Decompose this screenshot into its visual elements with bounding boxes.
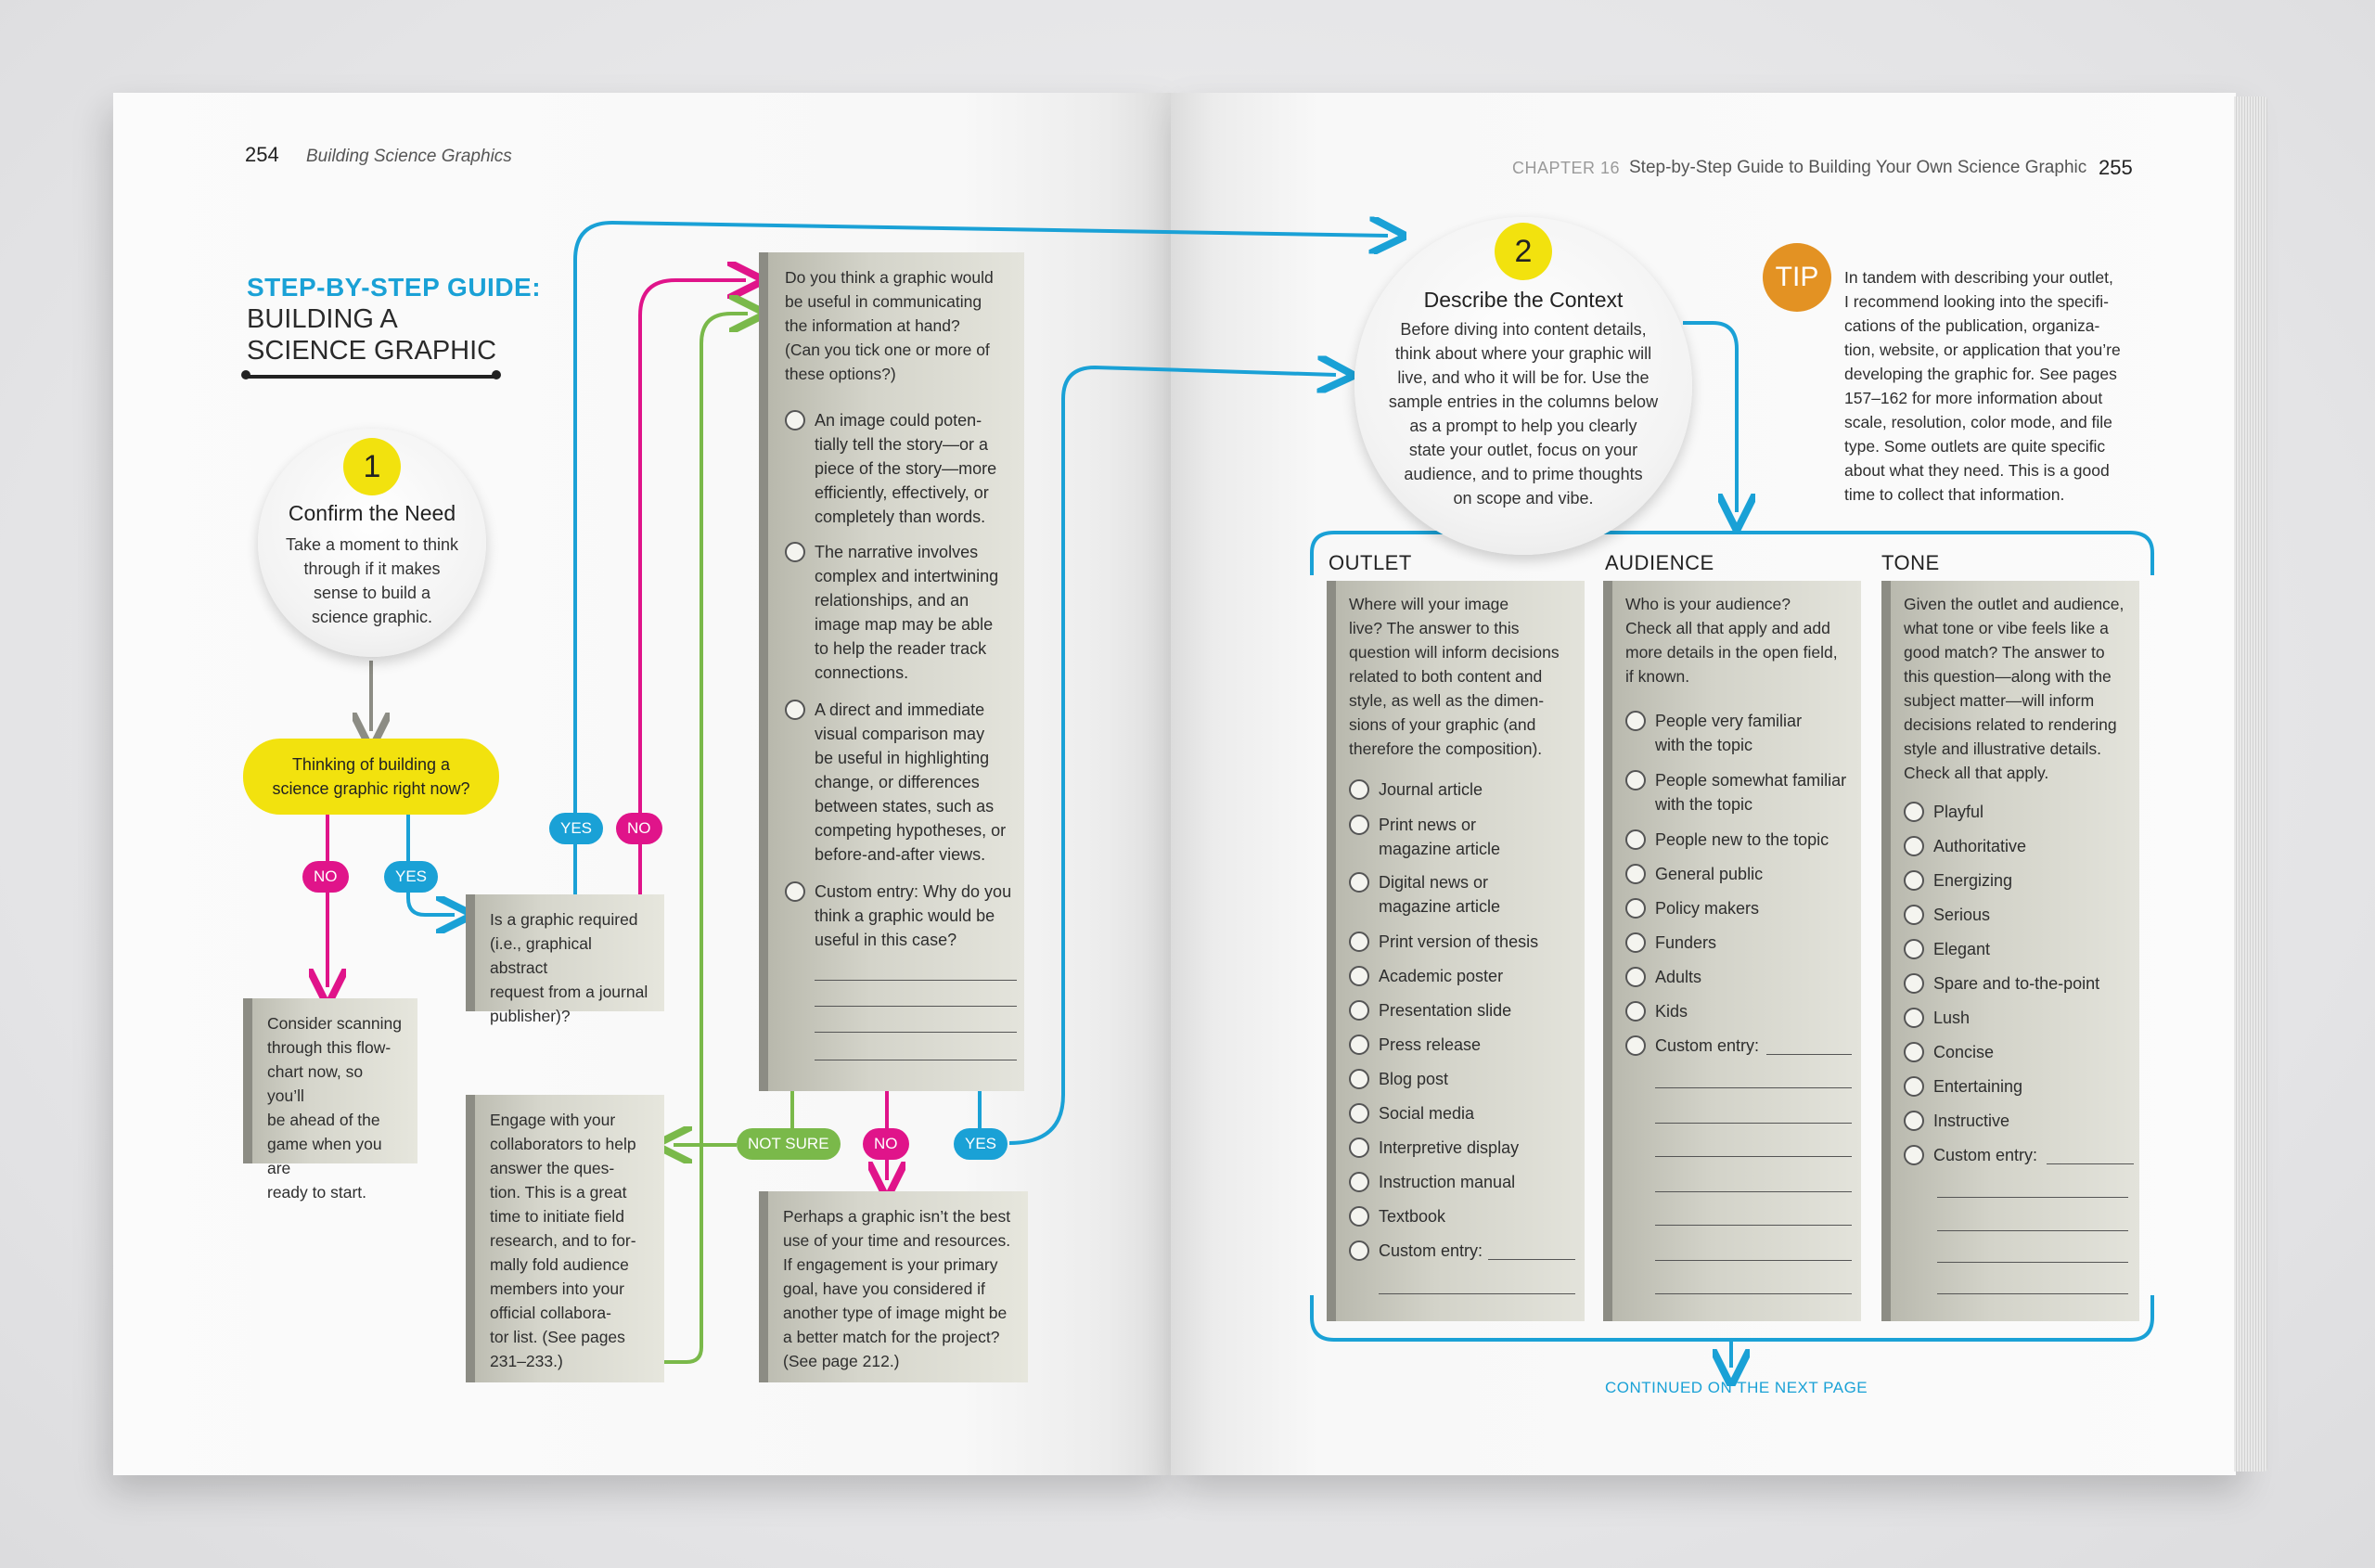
write-in-line[interactable] [815, 1006, 1017, 1007]
option-line: General public [1655, 865, 1764, 883]
radio-button[interactable] [1904, 905, 1924, 925]
step2-text-line: Before diving into content details, [1400, 320, 1647, 339]
perhaps-line: If engagement is your primary [783, 1255, 998, 1274]
option-line: useful in this case? [815, 931, 957, 949]
scan-line: game when you are [267, 1135, 382, 1177]
useful-question-line: (Can you tick one or more of [785, 341, 990, 359]
write-in-line[interactable] [1766, 1054, 1852, 1055]
outlet-option[interactable] [1349, 930, 1581, 954]
outlet-option[interactable] [1349, 964, 1581, 988]
tip-line: cations of the publication, organiza- [1844, 316, 2100, 335]
radio-button[interactable] [1349, 966, 1369, 986]
write-in-line[interactable] [1655, 1260, 1852, 1261]
label-no-required: NO [616, 813, 662, 844]
perhaps-box [759, 1191, 1028, 1382]
step1-text [258, 533, 486, 629]
audience-intro-line: if known. [1625, 667, 1690, 686]
outlet-intro [1349, 592, 1581, 761]
radio-button[interactable] [785, 700, 805, 720]
radio-button[interactable] [1904, 870, 1924, 891]
tone-intro-line: style and illustrative details. [1904, 739, 2102, 758]
tip-line: developing the graphic for. See pages [1844, 365, 2117, 383]
step2-text-line: think about where your graphic will [1394, 344, 1652, 363]
option-line: Custom entry: Why do you [815, 882, 1012, 901]
radio-button[interactable] [785, 542, 805, 562]
engage-line: time to initiate field [490, 1207, 624, 1226]
step1-number: 1 [343, 438, 401, 495]
perhaps-line: goal, have you considered if [783, 1279, 985, 1298]
tip-line: time to collect that information. [1844, 485, 2065, 504]
outlet-intro-line: style, as well as the dimen- [1349, 691, 1545, 710]
step2-text-line: as a prompt to help you clearly [1409, 417, 1637, 435]
outlet-intro-line: sions of your graphic (and [1349, 715, 1536, 734]
option-line: with the topic [1655, 736, 1753, 754]
label-no-decision: NO [302, 861, 349, 893]
guide-title-rule [245, 375, 499, 379]
option-line: Textbook [1379, 1207, 1446, 1226]
useful-option-2[interactable] [785, 540, 1017, 685]
engage-line: tor list. (See pages [490, 1328, 625, 1346]
radio-button[interactable] [1349, 1240, 1369, 1261]
option-line: image map may be able [815, 615, 994, 634]
outlet-option[interactable] [1349, 1101, 1581, 1125]
radio-button[interactable] [1904, 939, 1924, 959]
outlet-option[interactable] [1349, 998, 1581, 1022]
radio-button[interactable] [1349, 779, 1369, 800]
outlet-heading: OUTLET [1329, 551, 1412, 574]
continued-next-page: CONTINUED ON THE NEXT PAGE [1605, 1379, 1868, 1396]
tone-intro-line: what tone or vibe feels like a [1904, 619, 2109, 637]
guide-title-line1: BUILDING A [247, 304, 398, 334]
step1-text-line: through if it makes [303, 559, 441, 578]
option-line: Digital news or [1379, 873, 1489, 892]
outlet-option[interactable] [1349, 1170, 1581, 1194]
tone-option[interactable] [1904, 868, 2136, 893]
option-line: be useful in highlighting [815, 749, 990, 767]
tip-badge: TIP [1763, 243, 1831, 312]
step2-circle [1354, 217, 1692, 555]
radio-button[interactable] [1625, 967, 1646, 987]
radio-button[interactable] [1349, 1206, 1369, 1227]
audience-option[interactable] [1625, 828, 1857, 852]
radio-button[interactable] [1904, 1008, 1924, 1028]
option-line: Elegant [1933, 940, 1991, 958]
left-page-number: 254 [245, 143, 279, 166]
audience-option[interactable] [1625, 965, 1857, 989]
tone-option[interactable] [1904, 1109, 2136, 1133]
write-in-line[interactable] [1937, 1262, 2128, 1263]
radio-button[interactable] [1349, 1000, 1369, 1021]
decision-line: Thinking of building a [291, 755, 451, 774]
option-line: magazine article [1379, 840, 1501, 858]
radio-button[interactable] [1625, 770, 1646, 790]
tip-line: 157–162 for more information about [1844, 389, 2103, 407]
option-line: Authoritative [1933, 837, 2027, 855]
step2-text-line: audience, and to prime thoughts [1404, 465, 1643, 483]
perhaps-line: (See page 212.) [783, 1352, 900, 1370]
option-line: Print news or [1379, 816, 1477, 834]
scan-line: chart now, so you’ll [267, 1062, 364, 1105]
guide-title-line2: SCIENCE GRAPHIC [247, 336, 497, 366]
option-line: Custom entry: [1933, 1146, 2038, 1164]
radio-button[interactable] [1904, 1145, 1924, 1165]
guide-caption: STEP-BY-STEP GUIDE: [247, 273, 542, 302]
engage-line: tion. This is a great [490, 1183, 627, 1202]
step1-text-line: science graphic. [311, 608, 433, 626]
step2-title: Describe the Context [1423, 288, 1624, 312]
outlet-intro-line: therefore the composition). [1349, 739, 1543, 758]
option-line: relationships, and an [815, 591, 969, 610]
required-line: publisher)? [490, 1007, 571, 1025]
audience-option[interactable] [1625, 931, 1857, 955]
step1-text-line: Take a moment to think [285, 535, 459, 554]
outlet-option[interactable] [1349, 1033, 1581, 1057]
decision-pill [243, 739, 499, 815]
option-line: Energizing [1933, 871, 2013, 890]
engage-box [466, 1095, 664, 1382]
radio-button[interactable] [1349, 1035, 1369, 1055]
scan-line: Consider scanning [267, 1014, 402, 1033]
chapter-title: Step-by-Step Guide to Building Your Own Science Graphic [1629, 158, 2087, 177]
option-line: Custom entry: [1655, 1036, 1760, 1055]
tip-line: type. Some outlets are quite specific [1844, 437, 2106, 456]
audience-option[interactable] [1625, 999, 1857, 1023]
option-line: with the topic [1655, 795, 1753, 814]
write-in-line[interactable] [815, 980, 1017, 981]
radio-button[interactable] [1904, 1111, 1924, 1131]
option-line: complex and intertwining [815, 567, 999, 585]
write-in-line[interactable] [1488, 1259, 1575, 1260]
audience-intro-line: Who is your audience? [1625, 595, 1791, 613]
option-line: Lush [1933, 1009, 1971, 1027]
scan-line: be ahead of the [267, 1111, 380, 1129]
radio-button[interactable] [1349, 872, 1369, 893]
radio-button[interactable] [1904, 1076, 1924, 1097]
outlet-option[interactable] [1349, 870, 1581, 919]
perhaps-line: a better match for the project? [783, 1328, 1000, 1346]
radio-button[interactable] [1349, 1103, 1369, 1124]
option-line: People somewhat familiar [1655, 771, 1847, 790]
option-line: piece of the story—more [815, 459, 997, 478]
option-line: Instructive [1933, 1112, 2010, 1130]
audience-intro-line: Check all that apply and add [1625, 619, 1830, 637]
outlet-option[interactable] [1349, 1204, 1581, 1228]
option-line: connections. [815, 663, 909, 682]
guide-rule-dot-left [241, 370, 250, 379]
step2-text-line: state your outlet, focus on your [1408, 441, 1638, 459]
option-line: People new to the topic [1655, 830, 1829, 849]
tone-option[interactable] [1904, 1074, 2136, 1099]
useful-option-3[interactable] [785, 698, 1017, 867]
option-line: An image could poten- [815, 411, 982, 430]
option-line: tially tell the story—or a [815, 435, 989, 454]
write-in-line[interactable] [1937, 1230, 2128, 1231]
option-line: to help the reader track [815, 639, 987, 658]
option-line: Interpretive display [1379, 1138, 1520, 1157]
option-line: Adults [1655, 968, 1702, 986]
option-line: The narrative involves [815, 543, 979, 561]
chapter-label: CHAPTER 16 [1512, 159, 1621, 177]
option-line: Instruction manual [1379, 1173, 1516, 1191]
write-in-line[interactable] [1655, 1123, 1852, 1124]
useful-question [783, 265, 1009, 386]
option-line: Presentation slide [1379, 1001, 1512, 1020]
option-line: completely than words. [815, 508, 986, 526]
engage-line: Engage with your [490, 1111, 616, 1129]
radio-button[interactable] [1625, 864, 1646, 884]
option-line: Funders [1655, 933, 1717, 952]
step2-text-line: sample entries in the columns below [1388, 392, 1659, 411]
radio-button[interactable] [1904, 836, 1924, 856]
step1-text-line: sense to build a [313, 584, 431, 602]
option-line: Social media [1379, 1104, 1475, 1123]
radio-button[interactable] [1349, 1069, 1369, 1089]
scan-line: through this flow- [267, 1038, 392, 1057]
write-in-line[interactable] [1655, 1156, 1852, 1157]
tone-intro-line: subject matter—will inform [1904, 691, 2095, 710]
option-line: change, or differences [815, 773, 980, 791]
engage-line: members into your [490, 1279, 624, 1298]
option-line: Serious [1933, 906, 1991, 924]
useful-question-line: Do you think a graphic would [785, 268, 994, 287]
step2-text-line: live, and who it will be for. Use the [1397, 368, 1650, 387]
outlet-intro-line: question will inform decisions [1349, 643, 1560, 662]
write-in-line[interactable] [1655, 1191, 1852, 1192]
audience-option[interactable] [1625, 896, 1857, 920]
outlet-intro-line: live? The answer to this [1349, 619, 1520, 637]
tone-option[interactable] [1904, 903, 2136, 927]
write-in-line[interactable] [2047, 1163, 2134, 1164]
tone-intro-line: good match? The answer to [1904, 643, 2105, 662]
tip-line: about what they need. This is a good [1844, 461, 2110, 480]
tip-line: scale, resolution, color mode, and file [1844, 413, 2112, 431]
tone-intro [1904, 592, 2138, 785]
write-in-line[interactable] [1655, 1087, 1852, 1088]
label-no-useful: NO [863, 1128, 909, 1160]
outlet-intro-line: Where will your image [1349, 595, 1509, 613]
write-in-line[interactable] [1655, 1293, 1852, 1294]
outlet-option[interactable] [1349, 778, 1581, 802]
label-yes-decision: YES [384, 861, 438, 893]
audience-option[interactable] [1625, 709, 1857, 757]
scan-box [243, 998, 417, 1202]
tone-option[interactable] [1904, 1040, 2136, 1064]
tone-intro-line: decisions related to rendering [1904, 715, 2117, 734]
useful-option-1[interactable] [785, 408, 1017, 529]
audience-option[interactable] [1625, 862, 1857, 886]
step2-text-line: on scope and vibe. [1453, 489, 1594, 508]
radio-button[interactable] [1625, 1001, 1646, 1022]
option-line: A direct and immediate [815, 700, 985, 719]
option-line: Entertaining [1933, 1077, 2023, 1096]
option-line: Policy makers [1655, 899, 1760, 918]
tone-option[interactable] [1904, 937, 2136, 961]
outlet-option[interactable] [1349, 813, 1581, 861]
step1-circle [258, 429, 486, 657]
audience-option[interactable] [1625, 768, 1857, 816]
label-not-sure: NOT SURE [737, 1128, 841, 1160]
connector-no-useful [640, 280, 746, 898]
audience-intro-line: more details in the open field, [1625, 643, 1838, 662]
required-line: request from a journal [490, 983, 648, 1001]
guide-rule-dot-right [492, 370, 501, 379]
radio-button[interactable] [1904, 1042, 1924, 1062]
engage-line: collaborators to help [490, 1135, 636, 1153]
required-box [466, 894, 664, 1025]
outlet-intro-line: related to both content and [1349, 667, 1543, 686]
option-line: efficiently, effectively, or [815, 483, 989, 502]
step1-title: Confirm the Need [288, 501, 456, 525]
radio-button[interactable] [1349, 932, 1369, 952]
option-line: Academic poster [1379, 967, 1504, 985]
tone-intro-line: this question—along with the [1904, 667, 2112, 686]
tip-line: I recommend looking into the specifi- [1844, 292, 2109, 311]
tone-intro-line: Check all that apply. [1904, 764, 2049, 782]
perhaps-line: use of your time and resources. [783, 1231, 1011, 1250]
tone-option[interactable] [1904, 834, 2136, 858]
option-line: Playful [1933, 803, 1984, 821]
audience-heading: AUDIENCE [1605, 551, 1714, 574]
right-page-number: 255 [2099, 156, 2133, 179]
engage-line: 231–233.) [490, 1352, 563, 1370]
tip-text [1844, 265, 2160, 507]
radio-button[interactable] [1349, 815, 1369, 835]
label-yes-useful: YES [954, 1128, 1008, 1160]
audience-intro [1625, 592, 1857, 688]
tone-option[interactable] [1904, 1006, 2136, 1030]
radio-button[interactable] [1625, 898, 1646, 919]
step2-number: 2 [1495, 223, 1552, 280]
option-line: competing hypotheses, or [815, 821, 1007, 840]
write-in-line[interactable] [1379, 1293, 1575, 1294]
useful-question-line: these options?) [785, 365, 896, 383]
decision-line: science graphic right now? [272, 779, 470, 798]
connector-yes-useful-step2-route [1009, 367, 1336, 1143]
perhaps-line: another type of image might be [783, 1304, 1008, 1322]
tone-option[interactable] [1904, 971, 2136, 996]
write-in-line[interactable] [1655, 1225, 1852, 1226]
engage-line: answer the ques- [490, 1159, 615, 1177]
radio-button[interactable] [1349, 1137, 1369, 1158]
useful-question-line: be useful in communicating [785, 292, 982, 311]
option-line: think a graphic would be [815, 906, 995, 925]
option-line: Spare and to-the-point [1933, 974, 2100, 993]
tone-option[interactable] [1904, 800, 2136, 824]
radio-button[interactable] [1625, 711, 1646, 731]
label-yes-required: YES [549, 813, 603, 844]
radio-button[interactable] [1625, 829, 1646, 850]
option-line: magazine article [1379, 897, 1501, 916]
radio-button[interactable] [785, 410, 805, 431]
columns-bracket-top [1312, 533, 2152, 575]
tone-intro-line: Given the outlet and audience, [1904, 595, 2125, 613]
step2-text [1354, 317, 1692, 510]
tone-heading: TONE [1881, 551, 1940, 574]
option-line: Press release [1379, 1035, 1482, 1054]
option-line: Kids [1655, 1002, 1688, 1021]
option-line: Journal article [1379, 780, 1483, 799]
write-in-line[interactable] [1937, 1293, 2128, 1294]
write-in-line[interactable] [1937, 1197, 2128, 1198]
radio-button[interactable] [1904, 973, 1924, 994]
required-line: Is a graphic required [490, 910, 638, 929]
engage-line: research, and to for- [490, 1231, 636, 1250]
option-line: between states, such as [815, 797, 995, 816]
perhaps-line: Perhaps a graphic isn’t the best [783, 1207, 1011, 1226]
option-line: Print version of thesis [1379, 932, 1539, 951]
radio-button[interactable] [1625, 932, 1646, 953]
radio-button[interactable] [785, 881, 805, 902]
option-line: Concise [1933, 1043, 1995, 1061]
useful-option-custom[interactable] [785, 880, 1017, 952]
engage-line: mally fold audience [490, 1255, 629, 1274]
option-line: Custom entry: [1379, 1241, 1483, 1260]
scan-line: ready to start. [267, 1183, 366, 1202]
option-line: People very familiar [1655, 712, 1803, 730]
useful-question-line: the information at hand? [785, 316, 960, 335]
outlet-option[interactable] [1349, 1136, 1581, 1160]
option-line: visual comparison may [815, 725, 985, 743]
left-running-head: Building Science Graphics [306, 147, 512, 166]
outlet-option[interactable] [1349, 1067, 1581, 1091]
tip-line: tion, website, or application that you’re [1844, 341, 2121, 359]
option-line: before-and-after views. [815, 845, 986, 864]
radio-button[interactable] [1349, 1172, 1369, 1192]
write-in-line[interactable] [815, 1032, 1017, 1033]
radio-button[interactable] [1625, 1035, 1646, 1056]
required-line: (i.e., graphical abstract [490, 934, 592, 977]
option-line: Blog post [1379, 1070, 1449, 1088]
radio-button[interactable] [1904, 802, 1924, 822]
tip-line: In tandem with describing your outlet, [1844, 268, 2113, 287]
engage-line: official collabora- [490, 1304, 611, 1322]
